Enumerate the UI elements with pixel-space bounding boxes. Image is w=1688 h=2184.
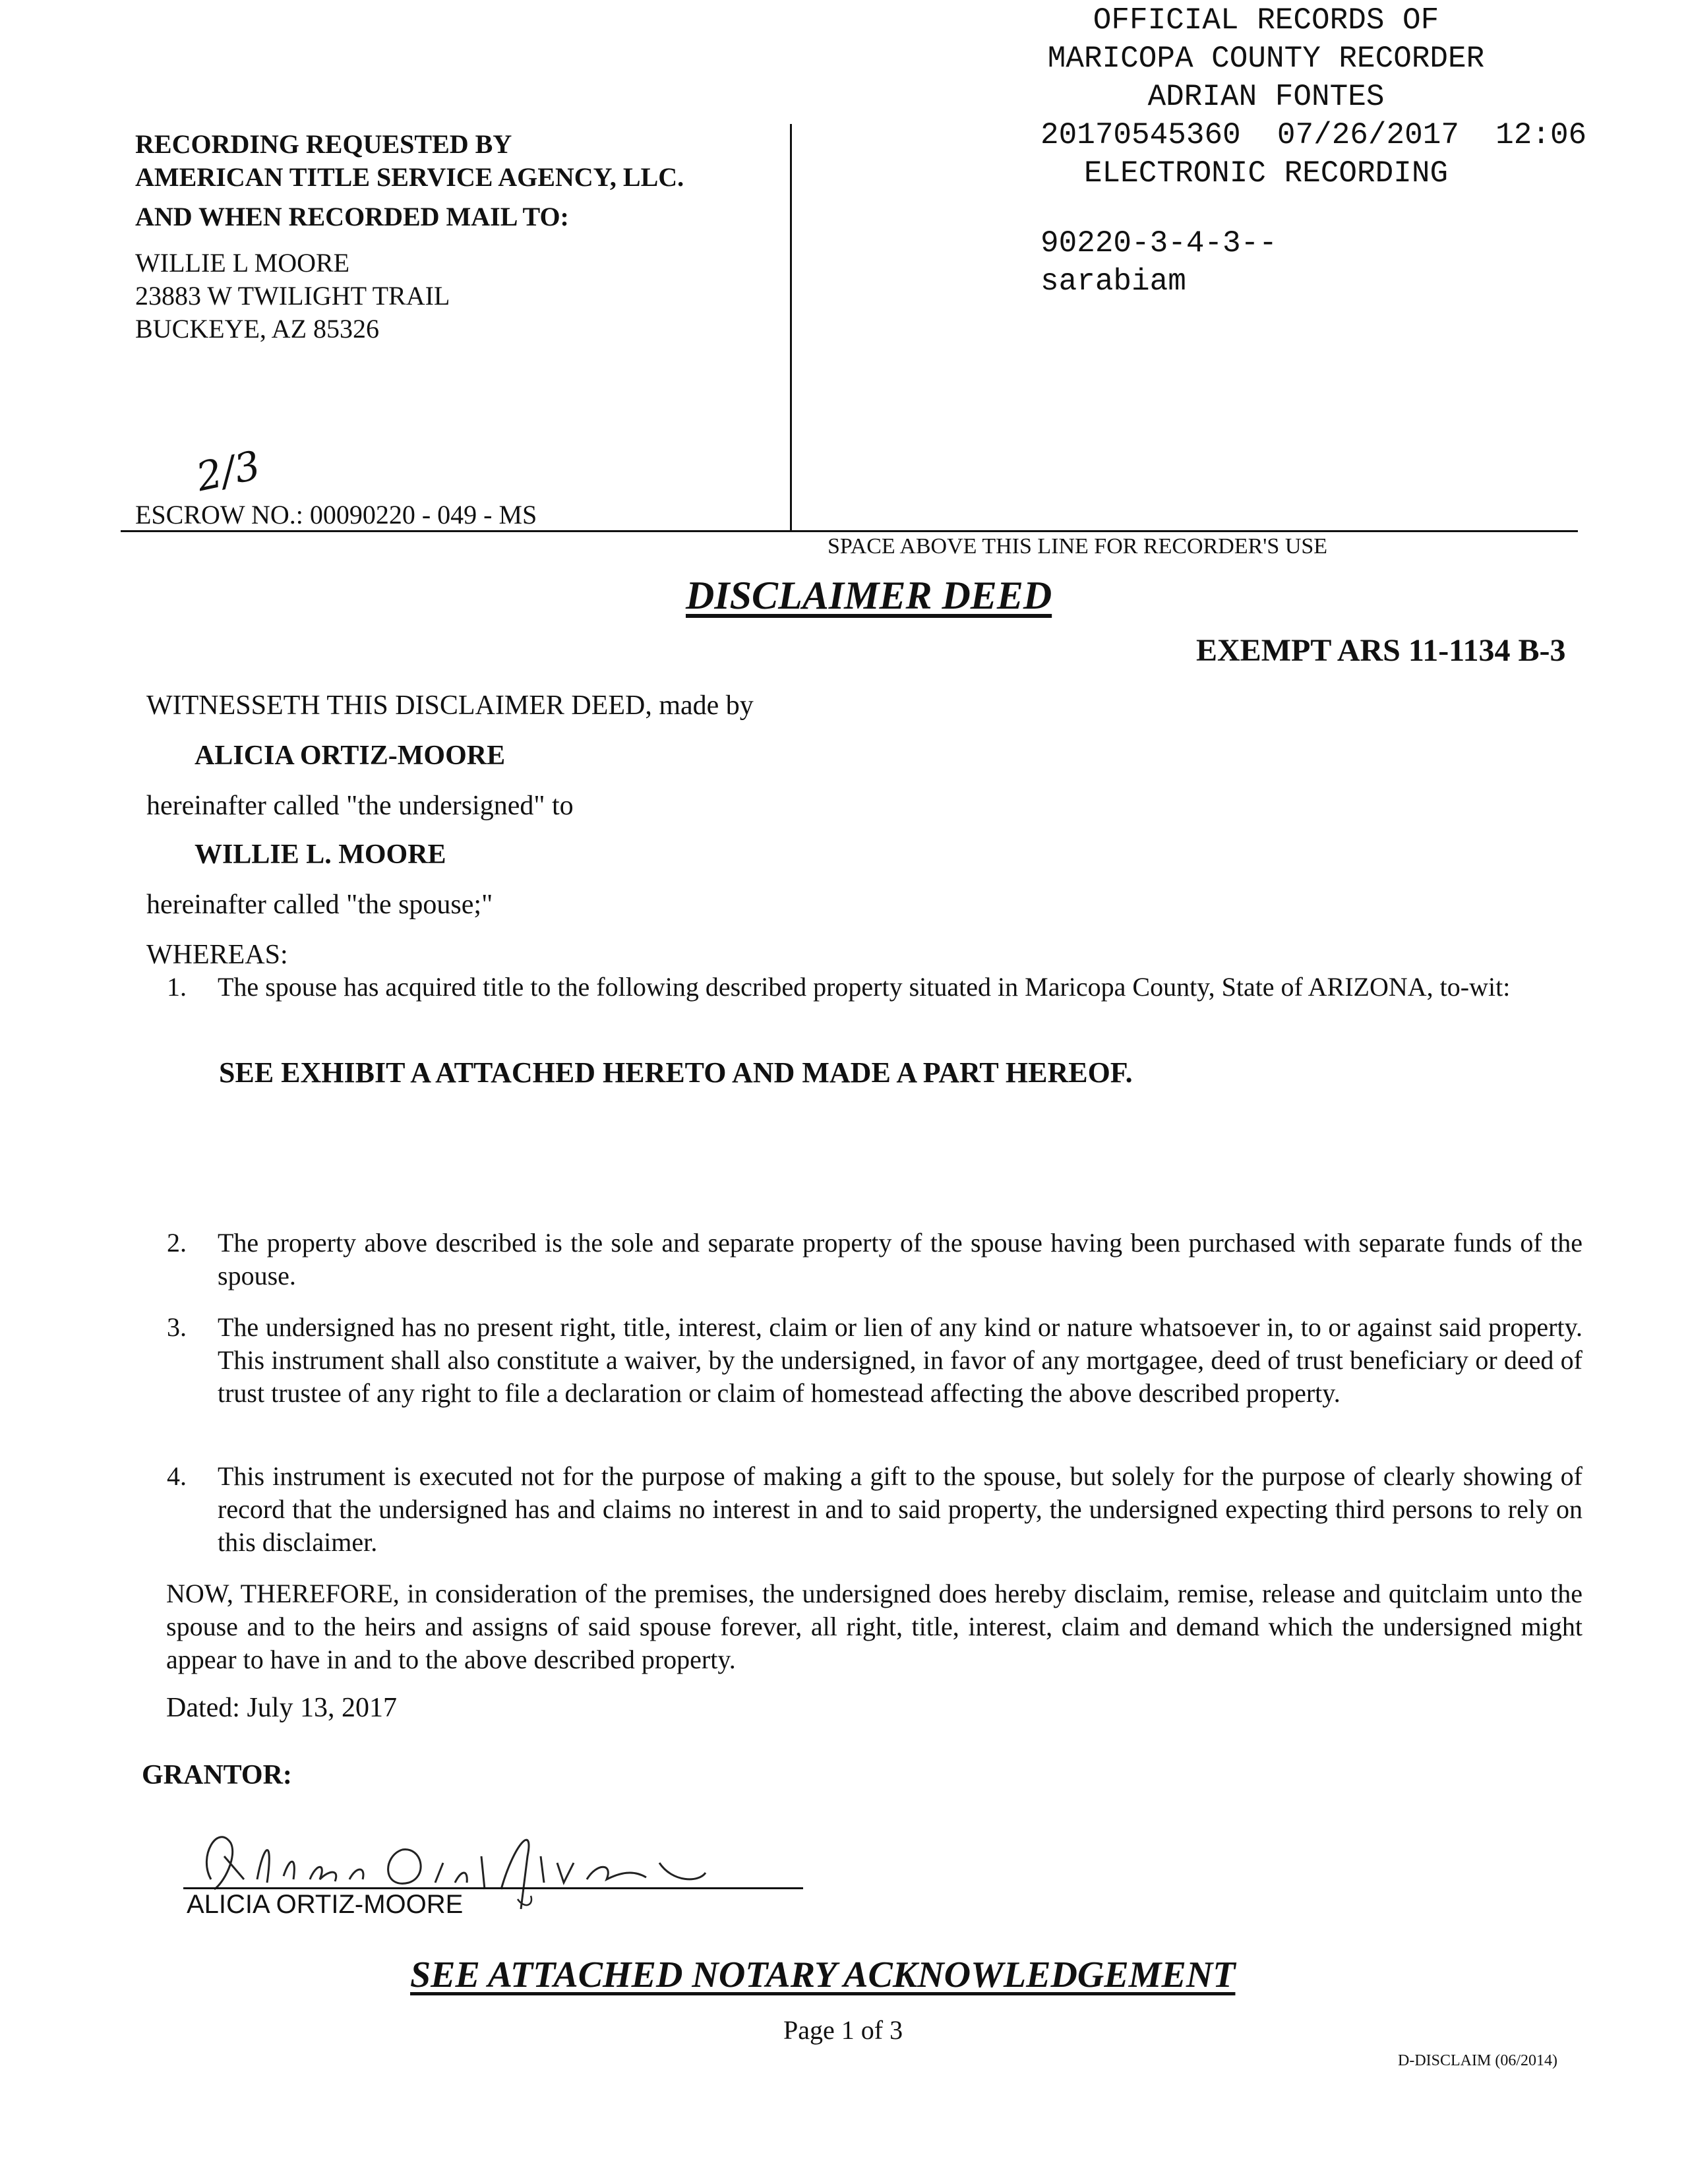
recorder-use-note: SPACE ABOVE THIS LINE FOR RECORDER'S USE [828,534,1328,559]
undersigned-name: ALICIA ORTIZ-MOORE [195,741,506,771]
document-number: 20170545360 [1040,118,1241,152]
recording-time: 12:06 [1495,118,1587,152]
spouse-called: hereinafter called "the spouse;" [146,890,493,920]
handwritten-mark: 2/3 [192,442,264,501]
item-2-number: 2. [167,1228,187,1258]
requesting-agency: AMERICAN TITLE SERVICE AGENCY, LLC. [135,162,684,192]
notary-reference: SEE ATTACHED NOTARY ACKNOWLEDGEMENT [410,1955,1236,1995]
recording-type: ELECTRONIC RECORDING [1083,156,1449,191]
document-title: DISCLAIMER DEED [686,574,1052,617]
item-2-text: The property above described is the sole and separate property of the spouse having been purchased with separate funds of the spouse. [218,1228,1582,1290]
item-4-number: 4. [167,1461,187,1491]
item-3-number: 3. [167,1312,187,1342]
recorder-user: sarabiam [1040,264,1186,299]
recording-stamp-row [1040,116,1662,154]
item-1-number: 1. [167,972,187,1002]
page-number: Page 1 of 3 [783,2015,903,2045]
recorder-line-2: MARICOPA COUNTY RECORDER [1047,42,1485,76]
recording-date: 07/26/2017 [1277,118,1459,152]
dated-line: Dated: July 13, 2017 [166,1693,397,1723]
mail-to-street: 23883 W TWILIGHT TRAIL [135,281,450,311]
spouse-name: WILLIE L. MOORE [195,839,446,870]
item-4-text: This instrument is executed not for the purpose of making a gift to the spouse, but solely for the purpose of clearly showing of record that the undersigned has and claims no interest in and to said property, the undersigned expecting third persons to rely on this disclaimer. [218,1461,1582,1557]
mail-to-name: WILLIE L MOORE [135,248,350,278]
undersigned-called: hereinafter called "the undersigned" to [146,791,574,821]
recorder-stamp [1029,1,1662,193]
grantor-label: GRANTOR: [142,1760,292,1790]
form-code: D-DISCLAIM (06/2014) [1398,2052,1557,2069]
exhibit-reference: SEE EXHIBIT A ATTACHED HERETO AND MADE A PART HEREOF. [219,1056,1133,1089]
recorder-line-1: OFFICIAL RECORDS OF [1093,3,1439,38]
item-1-text: The spouse has acquired title to the following described property situated in Maricopa County, State of ARIZONA, to-wit: [218,972,1511,1002]
escrow-number: ESCROW NO.: 00090220 - 049 - MS [135,500,537,530]
whereas-heading: WHEREAS: [146,940,288,970]
header-divider-vertical [790,124,792,531]
now-therefore-clause: NOW, THEREFORE, in consideration of the premises, the undersigned does hereby disclaim, remise, release and quitclaim unto the spouse and to the heirs and assigns of said spouse forever, all right, title, interest, claim and demand which the undersigned might appear to have in and to the above described property. [166,1579,1582,1674]
item-3-text: The undersigned has no present right, title, interest, claim or lien of any kind or nature whatsoever in, to or against said property. This instrument shall also constitute a waiver, by the undersigned, in favor of any mortgagee, deed of trust beneficiary or deed of trust trustee of any right to file a declaration or claim of homestead affecting the above described property. [218,1312,1582,1408]
recorder-line-3: ADRIAN FONTES [1147,80,1385,114]
grantor-printed-name: ALICIA ORTIZ-MOORE [187,1890,464,1919]
exempt-statute: EXEMPT ARS 11-1134 B-3 [1196,633,1566,668]
mail-to-city: BUCKEYE, AZ 85326 [135,314,379,344]
recorder-code: 90220-3-4-3-- [1040,226,1277,260]
recording-requested-by: RECORDING REQUESTED BY [135,129,512,159]
witnesseth-line: WITNESSETH THIS DISCLAIMER DEED, made by [146,690,754,721]
mail-to-label: AND WHEN RECORDED MAIL TO: [135,202,569,231]
